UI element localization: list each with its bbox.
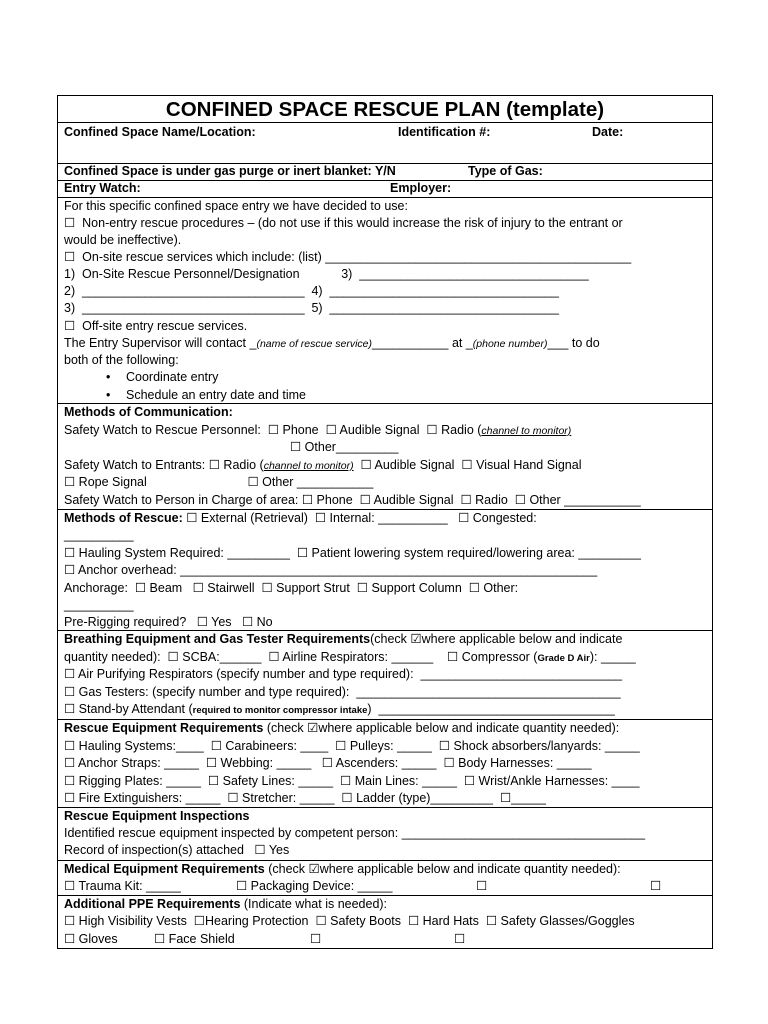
rescue-equipment-row-3[interactable]: ☐ Rigging Plates: _____ ☐ Safety Lines: _____ ☐ Main Lines: _____ ☐ Wrist/Ankle Harnesses: ____ bbox=[64, 774, 640, 788]
offsite-rescue-checkbox[interactable]: ☐ Off-site entry rescue services. bbox=[64, 319, 248, 333]
header-section bbox=[58, 122, 712, 163]
supervisor-contact-line: The Entry Supervisor will contact _(name of rescue service)___________ at _(phone number)___ to do bbox=[64, 336, 600, 350]
both-following-text: both of the following: bbox=[64, 353, 179, 367]
breathing-heading-line: Breathing Equipment and Gas Tester Requirements(check ☑where applicable below and indicate bbox=[64, 632, 623, 646]
entry-watch-field[interactable]: Entry Watch: bbox=[64, 181, 141, 195]
breathing-section bbox=[58, 630, 712, 719]
person-in-charge-options[interactable]: Safety Watch to Person in Charge of area: ☐ Phone ☐ Audible Signal ☐ Radio ☐ Other ___________ bbox=[64, 493, 641, 507]
rescue-personnel-options[interactable]: Safety Watch to Rescue Personnel: ☐ Phone ☐ Audible Signal ☐ Radio (channel to monitor) bbox=[64, 423, 572, 437]
name-location-field[interactable]: Confined Space Name/Location: bbox=[64, 125, 256, 139]
non-entry-rescue-checkbox[interactable]: ☐ Non-entry rescue procedures – (do not use if this would increase the risk of injury to the entrant or bbox=[64, 216, 623, 230]
personnel-line-2[interactable]: 2) ________________________________ 4) _________________________________ bbox=[64, 284, 559, 298]
medical-heading: Medical Equipment Requirements bbox=[64, 862, 265, 876]
rescue-decision-section bbox=[58, 197, 712, 403]
onsite-rescue-checkbox[interactable]: ☐ On-site rescue services which include: (list) ____________________________________________ bbox=[64, 250, 632, 264]
hauling-system-line[interactable]: ☐ Hauling System Required: _________ ☐ Patient lowering system required/lowering area: _________ bbox=[64, 546, 641, 560]
ppe-options-row-1[interactable]: ☐ High Visibility Vests ☐Hearing Protection ☐ Safety Boots ☐ Hard Hats ☐ Safety Glasses/Goggles bbox=[64, 914, 635, 928]
form-title: CONFINED SPACE RESCUE PLAN (template) bbox=[165, 98, 605, 121]
inspection-record-checkbox[interactable]: Record of inspection(s) attached ☐ Yes bbox=[64, 843, 290, 857]
ppe-extra-checkbox-2[interactable]: ☐ bbox=[454, 932, 466, 946]
ppe-heading: Additional PPE Requirements bbox=[64, 897, 241, 911]
medical-section bbox=[58, 860, 712, 895]
rescue-methods-heading: Methods of Rescue: bbox=[64, 511, 183, 525]
employer-field[interactable]: Employer: bbox=[390, 181, 452, 195]
phone-number-field[interactable]: (phone number) bbox=[472, 338, 548, 350]
rescue-equipment-row-2[interactable]: ☐ Anchor Straps: _____ ☐ Webbing: _____ ☐ Ascenders: _____ ☐ Body Harnesses: _____ bbox=[64, 756, 592, 770]
anchor-overhead-line[interactable]: ☐ Anchor overhead: ____________________________________________________________ bbox=[64, 563, 598, 577]
face-shield-checkbox[interactable]: ☐ Face Shield bbox=[154, 932, 235, 946]
rescue-equipment-heading: Rescue Equipment Requirements bbox=[64, 721, 264, 735]
identification-field[interactable]: Identification #: bbox=[398, 125, 491, 139]
type-of-gas-field[interactable]: Type of Gas: bbox=[468, 164, 543, 178]
bullet-schedule-entry: • Schedule an entry date and time bbox=[106, 388, 306, 402]
rescue-equipment-row-1[interactable]: ☐ Hauling Systems:____ ☐ Carabineers: ____ ☐ Pulleys: _____ ☐ Shock absorbers/lanyards: _____ bbox=[64, 739, 640, 753]
date-field[interactable]: Date: bbox=[592, 125, 624, 139]
ppe-section bbox=[58, 895, 712, 948]
rescue-equipment-row-4[interactable]: ☐ Fire Extinguishers: _____ ☐ Stretcher: _____ ☐ Ladder (type)_________ ☐_____ bbox=[64, 791, 546, 805]
medical-extra-checkbox-1[interactable]: ☐ bbox=[476, 879, 488, 893]
medical-extra-checkbox-2[interactable]: ☐ bbox=[650, 879, 662, 893]
rescue-intro-text: For this specific confined space entry we have decided to use: bbox=[64, 199, 408, 213]
entry-watch-section bbox=[58, 180, 712, 197]
congested-blank[interactable]: __________ bbox=[64, 528, 134, 542]
rope-signal-option[interactable]: ☐ Rope Signal ☐ Other ___________ bbox=[64, 475, 374, 489]
pre-rigging-options[interactable]: Pre-Rigging required? ☐ Yes ☐ No bbox=[64, 615, 273, 629]
rescue-equipment-heading-line: Rescue Equipment Requirements (check ☑where applicable below and indicate quantity needed): bbox=[64, 721, 620, 735]
communication-heading: Methods of Communication: bbox=[64, 405, 233, 419]
non-entry-note: would be ineffective). bbox=[64, 233, 182, 247]
inspections-heading: Rescue Equipment Inspections bbox=[64, 809, 250, 823]
rescue-methods-section bbox=[58, 509, 712, 630]
packaging-device-checkbox[interactable]: ☐ Packaging Device: _____ bbox=[236, 879, 393, 893]
rescue-plan-form bbox=[57, 95, 713, 949]
personnel-line-1[interactable]: 1) On-Site Rescue Personnel/Designation 3) _________________________________ bbox=[64, 267, 589, 281]
rescue-service-name-field[interactable]: (name of rescue service) bbox=[256, 338, 372, 350]
purge-section bbox=[58, 163, 712, 180]
anchorage-other-blank[interactable]: __________ bbox=[64, 598, 134, 612]
bullet-coordinate-entry: • Coordinate entry bbox=[106, 370, 219, 384]
gloves-checkbox[interactable]: ☐ Gloves bbox=[64, 932, 118, 946]
ppe-extra-checkbox-1[interactable]: ☐ bbox=[310, 932, 322, 946]
air-purifying-line[interactable]: ☐ Air Purifying Respirators (specify number and type required): _____________________________ bbox=[64, 667, 623, 681]
gas-purge-question[interactable]: Confined Space is under gas purge or inert blanket: Y/N bbox=[64, 164, 396, 178]
rescue-methods-line[interactable]: Methods of Rescue: ☐ External (Retrieval) ☐ Internal: __________ ☐ Congested: bbox=[64, 511, 537, 525]
trauma-kit-checkbox[interactable]: ☐ Trauma Kit: _____ bbox=[64, 879, 181, 893]
inspected-by-line[interactable]: Identified rescue equipment inspected by competent person: ___________________________________ bbox=[64, 826, 646, 840]
medical-heading-line: Medical Equipment Requirements (check ☑where applicable below and indicate quantity needed): bbox=[64, 862, 621, 876]
inspections-section bbox=[58, 807, 712, 860]
breathing-heading: Breathing Equipment and Gas Tester Requirements bbox=[64, 632, 371, 646]
rescue-personnel-other[interactable]: ☐ Other_________ bbox=[290, 440, 399, 454]
rescue-equipment-section bbox=[58, 719, 712, 807]
anchorage-options[interactable]: Anchorage: ☐ Beam ☐ Stairwell ☐ Support Strut ☐ Support Column ☐ Other: bbox=[64, 581, 519, 595]
standby-attendant-line[interactable]: ☐ Stand-by Attendant (required to monitor compressor intake) __________________________________ bbox=[64, 702, 615, 716]
gas-testers-line[interactable]: ☐ Gas Testers: (specify number and type required): ______________________________________ bbox=[64, 685, 621, 699]
breathing-quantity-line[interactable]: quantity needed): ☐ SCBA:______ ☐ Airline Respirators: ______ ☐ Compressor (Grade D Air): _____ bbox=[64, 650, 636, 664]
personnel-line-3[interactable]: 3) ________________________________ 5) _________________________________ bbox=[64, 301, 559, 315]
entrants-options[interactable]: Safety Watch to Entrants: ☐ Radio (channel to monitor) ☐ Audible Signal ☐ Visual Hand Signal bbox=[64, 458, 582, 472]
ppe-heading-line: Additional PPE Requirements (Indicate what is needed): bbox=[64, 897, 388, 911]
communication-section bbox=[58, 403, 712, 509]
